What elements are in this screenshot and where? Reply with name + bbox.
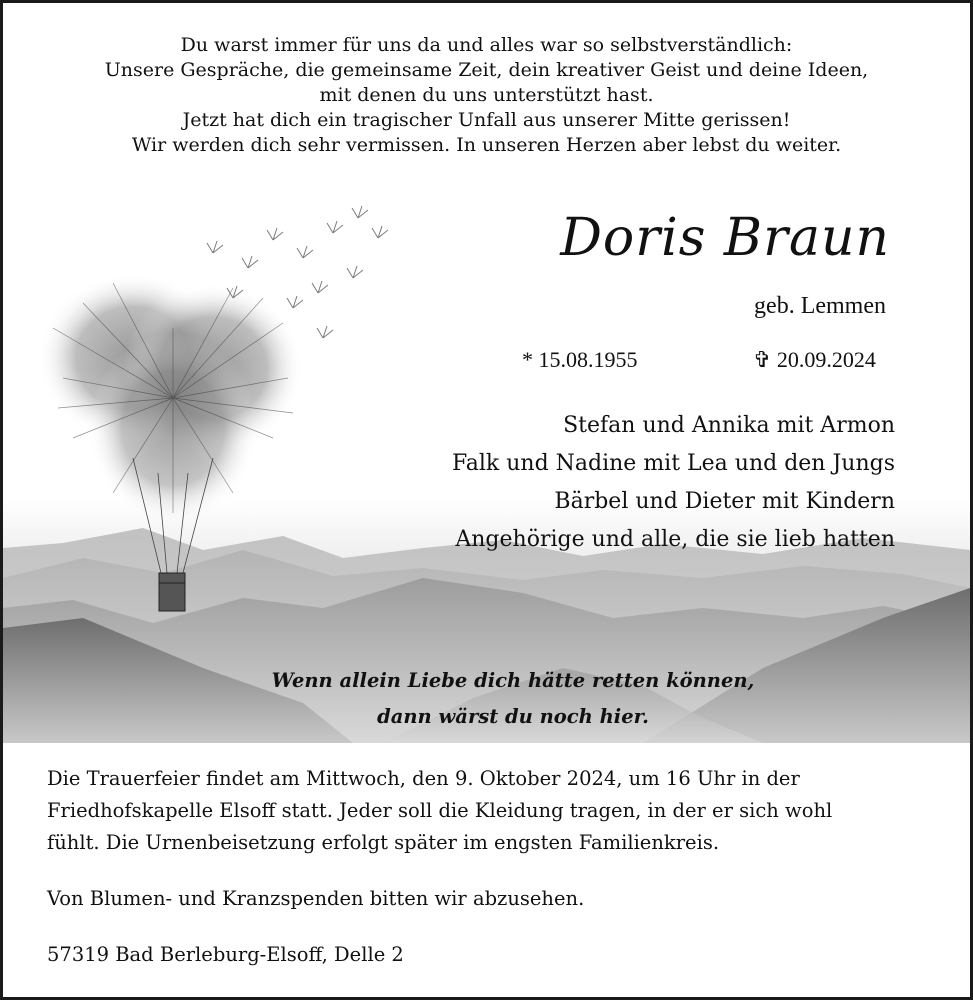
- memorial-quote: [233, 663, 793, 735]
- quote-line: dann wärst du noch hier.: [377, 705, 649, 728]
- funeral-line: Die Trauerfeier findet am Mittwoch, den 9. Oktober 2024, um 16 Uhr in der: [47, 767, 800, 790]
- birth-date: * 15.08.1955: [522, 347, 638, 372]
- intro-line: Unsere Gespräche, die gemeinsame Zeit, dein kreativer Geist und deine Ideen,: [104, 59, 869, 81]
- funeral-line: Friedhofskapelle Elsoff statt. Jeder soll die Kleidung tragen, in der er sich wohl: [47, 799, 833, 822]
- intro-line: Wir werden dich sehr vermissen. In unseren Herzen aber lebst du weiter.: [131, 134, 842, 156]
- deceased-name: Doris Braun: [560, 208, 890, 268]
- mourners-list: [452, 407, 895, 559]
- mourner-line: Stefan und Annika mit Armon: [563, 413, 895, 438]
- address: 57319 Bad Berleburg-Elsoff, Delle 2: [47, 943, 404, 966]
- quote-line: Wenn allein Liebe dich hätte retten können,: [271, 669, 755, 692]
- death-date: ✞ 20.09.2024: [753, 347, 876, 372]
- funeral-information: [47, 763, 937, 971]
- intro-line: Du warst immer für uns da und alles war so selbstverständlich:: [180, 34, 793, 56]
- flowers-note: Von Blumen- und Kranzspenden bitten wir abzusehen.: [47, 887, 585, 910]
- mourner-line: Angehörige und alle, die sie lieb hatten: [455, 527, 895, 552]
- intro-text: [3, 33, 970, 158]
- birth-name: geb. Lemmen: [754, 293, 886, 319]
- intro-line: mit denen du uns unterstützt hast.: [319, 84, 654, 106]
- funeral-details: [47, 763, 937, 859]
- funeral-line: fühlt. Die Urnenbeisetzung erfolgt später im engsten Familienkreis.: [47, 831, 720, 854]
- mourner-line: Falk und Nadine mit Lea und den Jungs: [451, 451, 895, 476]
- mourner-line: Bärbel und Dieter mit Kindern: [554, 489, 895, 514]
- intro-line: Jetzt hat dich ein tragischer Unfall aus unserer Mitte gerissen!: [182, 109, 791, 131]
